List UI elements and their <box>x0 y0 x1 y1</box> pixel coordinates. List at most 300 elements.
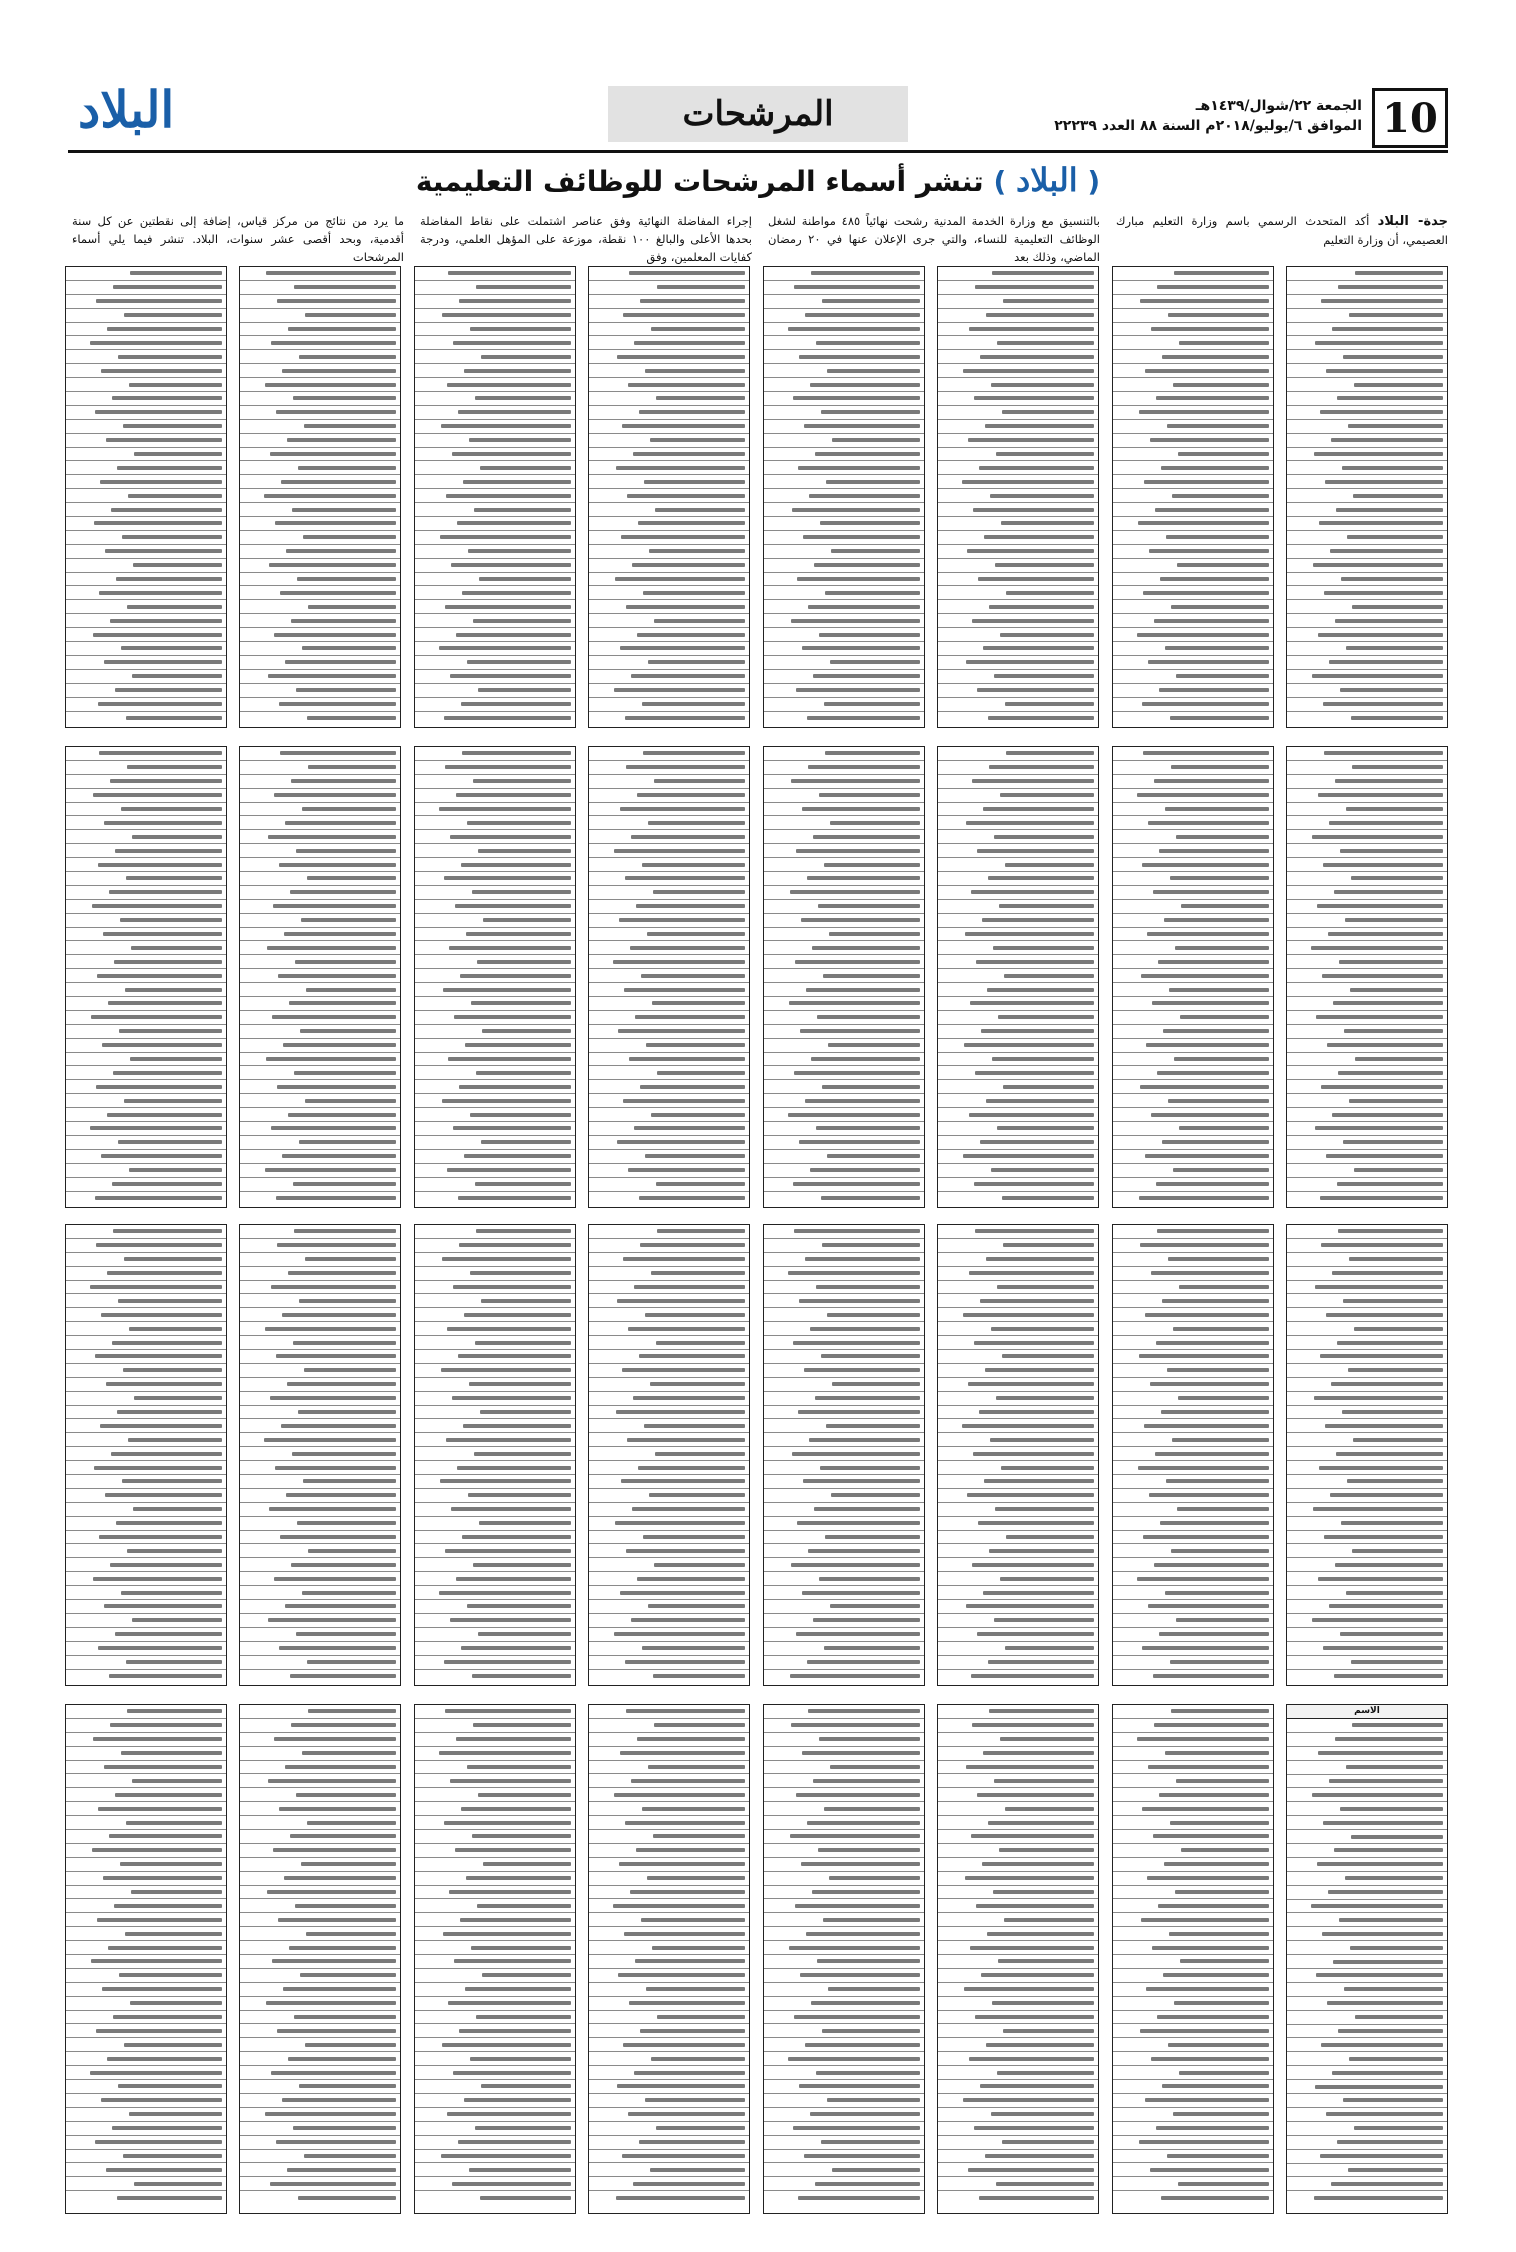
candidate-name-row <box>764 1489 924 1503</box>
name-text-placeholder <box>462 591 571 595</box>
candidate-name-row <box>66 775 226 789</box>
name-text-placeholder <box>303 1479 396 1483</box>
candidate-name-row <box>589 2177 749 2191</box>
name-text-placeholder <box>975 1071 1094 1075</box>
candidate-name-row <box>240 747 400 761</box>
candidate-name-row <box>66 1336 226 1350</box>
candidate-name-row <box>1113 1025 1273 1039</box>
name-list-block <box>588 266 750 728</box>
candidate-name-row <box>1287 461 1447 475</box>
name-text-placeholder <box>642 702 745 706</box>
candidate-name-row <box>415 1503 575 1517</box>
candidate-name-row <box>1287 600 1447 614</box>
candidate-name-row <box>1113 559 1273 573</box>
candidate-name-row <box>240 1614 400 1628</box>
name-text-placeholder <box>296 688 396 692</box>
candidate-name-row <box>66 1267 226 1281</box>
candidate-name-row <box>240 1705 400 1719</box>
name-text-placeholder <box>127 1709 222 1713</box>
name-text-placeholder <box>116 1521 222 1525</box>
name-text-placeholder <box>645 369 745 373</box>
candidate-name-row <box>938 1705 1098 1719</box>
candidate-name-row <box>764 914 924 928</box>
candidate-name-row <box>66 955 226 969</box>
name-text-placeholder <box>101 1313 222 1317</box>
name-text-placeholder <box>131 1890 222 1894</box>
name-text-placeholder <box>275 1466 396 1470</box>
candidate-name-row <box>415 1600 575 1614</box>
name-text-placeholder <box>282 369 396 373</box>
name-text-placeholder <box>303 535 396 539</box>
candidate-name-row <box>415 1136 575 1150</box>
name-text-placeholder <box>109 1834 222 1838</box>
candidate-name-row <box>1287 2066 1447 2080</box>
name-text-placeholder <box>1325 1424 1443 1428</box>
candidate-name-row <box>415 1586 575 1600</box>
candidate-name-row <box>764 2122 924 2136</box>
candidate-name-row <box>1287 559 1447 573</box>
candidate-name-row <box>415 983 575 997</box>
name-text-placeholder <box>639 2140 745 2144</box>
name-text-placeholder <box>989 1549 1094 1553</box>
name-text-placeholder <box>788 2057 920 2061</box>
name-text-placeholder <box>973 1452 1094 1456</box>
name-text-placeholder <box>1142 702 1269 706</box>
name-text-placeholder <box>655 508 745 512</box>
candidate-name-row <box>589 1733 749 1747</box>
name-text-placeholder <box>620 1751 745 1755</box>
headline-brand: البلاد <box>1015 161 1078 199</box>
name-text-placeholder <box>1329 821 1443 825</box>
name-text-placeholder <box>274 1577 396 1581</box>
name-text-placeholder <box>992 2001 1094 2005</box>
candidate-name-row <box>1287 656 1447 670</box>
candidate-name-row <box>240 1517 400 1531</box>
candidate-name-row <box>1113 1322 1273 1336</box>
name-text-placeholder <box>996 1396 1094 1400</box>
name-text-placeholder <box>1162 355 1269 359</box>
name-text-placeholder <box>299 2084 396 2088</box>
name-text-placeholder <box>1004 974 1094 978</box>
candidate-name-row <box>415 1080 575 1094</box>
name-text-placeholder <box>475 1341 571 1345</box>
name-text-placeholder <box>1147 1876 1269 1880</box>
candidate-name-row <box>415 1192 575 1206</box>
candidate-name-row <box>1113 420 1273 434</box>
name-list-block <box>937 266 1099 728</box>
name-text-placeholder <box>289 1946 396 1950</box>
candidate-name-row <box>589 789 749 803</box>
name-text-placeholder <box>469 2168 571 2172</box>
candidate-name-row <box>764 1927 924 1941</box>
candidate-name-row <box>415 2136 575 2150</box>
name-text-placeholder <box>999 904 1094 908</box>
name-text-placeholder <box>94 1466 222 1470</box>
name-text-placeholder <box>1139 2140 1269 2144</box>
name-text-placeholder <box>99 1535 222 1539</box>
candidate-name-row <box>938 517 1098 531</box>
candidate-name-row <box>589 2108 749 2122</box>
name-text-placeholder <box>286 549 396 553</box>
name-text-placeholder <box>96 2029 222 2033</box>
candidate-name-row <box>1113 969 1273 983</box>
name-text-placeholder <box>467 1604 571 1608</box>
name-text-placeholder <box>264 1438 396 1442</box>
name-text-placeholder <box>1150 1382 1269 1386</box>
candidate-name-row <box>938 1788 1098 1802</box>
candidate-name-row <box>240 545 400 559</box>
name-text-placeholder <box>1165 1751 1269 1755</box>
name-text-placeholder <box>1145 1313 1269 1317</box>
name-text-placeholder <box>1157 2015 1269 2019</box>
candidate-name-row <box>1287 969 1447 983</box>
candidate-name-row <box>938 941 1098 955</box>
candidate-name-row <box>589 1192 749 1206</box>
name-text-placeholder <box>1313 1507 1443 1511</box>
name-text-placeholder <box>1148 1765 1269 1769</box>
name-text-placeholder <box>271 2071 396 2075</box>
name-text-placeholder <box>116 577 222 581</box>
candidate-name-row <box>1287 2052 1447 2066</box>
candidate-name-row <box>764 461 924 475</box>
candidate-name-row <box>764 1899 924 1913</box>
candidate-name-row <box>938 350 1098 364</box>
candidate-name-row <box>764 1858 924 1872</box>
candidate-name-row <box>1287 1447 1447 1461</box>
candidate-name-row <box>1287 2108 1447 2122</box>
name-text-placeholder <box>632 563 745 567</box>
name-text-placeholder <box>645 1154 745 1158</box>
name-text-placeholder <box>1343 355 1443 359</box>
name-text-placeholder <box>453 341 571 345</box>
name-text-placeholder <box>304 424 396 428</box>
candidate-name-row <box>1113 1558 1273 1572</box>
name-text-placeholder <box>441 1368 571 1372</box>
candidate-name-row <box>1113 914 1273 928</box>
name-text-placeholder <box>1178 2182 1269 2186</box>
candidate-name-row <box>764 1025 924 1039</box>
name-text-placeholder <box>1002 1354 1094 1358</box>
name-text-placeholder <box>463 480 571 484</box>
candidate-name-row <box>938 1039 1098 1053</box>
candidate-name-row <box>1287 1150 1447 1164</box>
candidate-name-row <box>66 2163 226 2177</box>
name-text-placeholder <box>280 1535 396 1539</box>
name-text-placeholder <box>285 821 396 825</box>
candidate-name-row <box>1287 670 1447 684</box>
candidate-name-row <box>1287 1927 1447 1941</box>
name-text-placeholder <box>1342 466 1443 470</box>
candidate-name-row <box>938 1150 1098 1164</box>
name-text-placeholder <box>481 1140 571 1144</box>
name-text-placeholder <box>95 410 222 414</box>
name-text-placeholder <box>481 355 571 359</box>
name-text-placeholder <box>442 2043 571 2047</box>
name-text-placeholder <box>1169 1932 1269 1936</box>
name-text-placeholder <box>622 2154 745 2158</box>
candidate-name-row <box>938 886 1098 900</box>
name-text-placeholder <box>976 1904 1094 1908</box>
candidate-name-row <box>1113 267 1273 281</box>
candidate-name-row <box>764 816 924 830</box>
candidate-name-row <box>66 1178 226 1192</box>
candidate-name-row <box>1287 1802 1447 1816</box>
candidate-name-row <box>240 1475 400 1489</box>
candidate-name-row <box>764 1656 924 1670</box>
candidate-name-row <box>1113 2094 1273 2108</box>
name-text-placeholder <box>1000 793 1094 797</box>
candidate-name-row <box>589 1913 749 1927</box>
candidate-name-row <box>1287 761 1447 775</box>
candidate-name-row <box>589 2191 749 2205</box>
candidate-name-row <box>415 1489 575 1503</box>
candidate-name-row <box>240 1899 400 1913</box>
name-text-placeholder <box>442 1099 571 1103</box>
name-text-placeholder <box>107 1113 222 1117</box>
name-text-placeholder <box>796 688 920 692</box>
candidate-name-row <box>240 1886 400 1900</box>
candidate-name-row <box>415 816 575 830</box>
candidate-name-row <box>240 1192 400 1206</box>
name-text-placeholder <box>444 1821 571 1825</box>
name-text-placeholder <box>640 1085 745 1089</box>
candidate-name-row <box>66 1239 226 1253</box>
name-list-block <box>239 1704 401 2214</box>
name-text-placeholder <box>815 1396 920 1400</box>
candidate-name-row <box>764 1433 924 1447</box>
name-text-placeholder <box>1315 2085 1443 2089</box>
candidate-name-row <box>589 1872 749 1886</box>
candidate-name-row <box>1113 1983 1273 1997</box>
name-text-placeholder <box>822 1085 920 1089</box>
name-text-placeholder <box>1003 299 1094 303</box>
candidate-name-row <box>1287 1475 1447 1489</box>
candidate-name-row <box>240 1433 400 1447</box>
candidate-name-row <box>589 698 749 712</box>
name-text-placeholder <box>1142 863 1269 867</box>
candidate-name-row <box>589 1670 749 1684</box>
candidate-name-row <box>1113 295 1273 309</box>
candidate-name-row <box>415 1747 575 1761</box>
name-text-placeholder <box>631 1779 745 1783</box>
name-text-placeholder <box>96 1085 222 1089</box>
name-text-placeholder <box>980 1299 1094 1303</box>
name-text-placeholder <box>1146 1987 1269 1991</box>
name-text-placeholder <box>1138 521 1269 525</box>
candidate-name-row <box>1113 517 1273 531</box>
candidate-name-row <box>764 614 924 628</box>
candidate-name-row <box>764 1294 924 1308</box>
name-text-placeholder <box>468 549 571 553</box>
name-text-placeholder <box>92 1848 222 1852</box>
candidate-name-row <box>764 830 924 844</box>
candidate-name-row <box>764 872 924 886</box>
candidate-name-row <box>240 1572 400 1586</box>
candidate-name-row <box>764 2011 924 2025</box>
name-text-placeholder <box>442 1257 571 1261</box>
name-text-placeholder <box>469 438 571 442</box>
candidate-name-row <box>764 406 924 420</box>
candidate-name-row <box>1113 2163 1273 2177</box>
name-text-placeholder <box>614 849 745 853</box>
name-text-placeholder <box>472 1834 571 1838</box>
name-text-placeholder <box>636 904 745 908</box>
name-text-placeholder <box>627 494 745 498</box>
candidate-name-row <box>66 670 226 684</box>
name-list-block <box>239 746 401 1208</box>
list-column-header: الاسم <box>1287 1705 1447 1719</box>
name-text-placeholder <box>1343 1299 1443 1303</box>
candidate-name-row <box>589 1308 749 1322</box>
candidate-name-row <box>1113 434 1273 448</box>
name-text-placeholder <box>1345 918 1443 922</box>
candidate-name-row <box>66 1788 226 1802</box>
candidate-name-row <box>66 378 226 392</box>
name-text-placeholder <box>1000 633 1094 637</box>
candidate-name-row <box>1287 803 1447 817</box>
name-text-placeholder <box>1340 1807 1443 1811</box>
candidate-name-row <box>589 295 749 309</box>
name-text-placeholder <box>457 521 571 525</box>
name-text-placeholder <box>307 876 396 880</box>
candidate-name-row <box>938 969 1098 983</box>
name-text-placeholder <box>1140 1085 1269 1089</box>
candidate-name-row <box>764 350 924 364</box>
name-text-placeholder <box>476 1229 571 1233</box>
candidate-name-row <box>938 2094 1098 2108</box>
candidate-name-row <box>938 1378 1098 1392</box>
name-text-placeholder <box>1325 480 1443 484</box>
candidate-name-row <box>764 1447 924 1461</box>
name-text-placeholder <box>1173 1168 1269 1172</box>
candidate-name-row <box>415 1461 575 1475</box>
candidate-name-row <box>1113 830 1273 844</box>
name-text-placeholder <box>654 1723 745 1727</box>
name-text-placeholder <box>626 1549 745 1553</box>
name-text-placeholder <box>639 1196 745 1200</box>
candidate-name-row <box>764 1225 924 1239</box>
candidate-name-row <box>66 1308 226 1322</box>
name-text-placeholder <box>477 960 571 964</box>
name-text-placeholder <box>1152 1946 1269 1950</box>
name-text-placeholder <box>654 619 745 623</box>
name-text-placeholder <box>801 1862 920 1866</box>
candidate-name-row <box>589 392 749 406</box>
name-text-placeholder <box>1342 1410 1443 1414</box>
candidate-name-row <box>1113 997 1273 1011</box>
candidate-name-row <box>1287 1656 1447 1670</box>
name-text-placeholder <box>451 1507 571 1511</box>
candidate-name-row <box>66 914 226 928</box>
name-list-block <box>763 1704 925 2214</box>
name-text-placeholder <box>446 1438 571 1442</box>
name-text-placeholder <box>90 341 222 345</box>
candidate-name-row <box>66 628 226 642</box>
name-text-placeholder <box>1160 577 1269 581</box>
candidate-name-row <box>415 1094 575 1108</box>
name-text-placeholder <box>1001 521 1094 525</box>
name-text-placeholder <box>1177 563 1269 567</box>
name-text-placeholder <box>650 2168 745 2172</box>
name-text-placeholder <box>92 904 222 908</box>
candidate-name-row <box>1287 1886 1447 1900</box>
candidate-name-row <box>415 1150 575 1164</box>
candidate-name-row <box>764 1774 924 1788</box>
name-text-placeholder <box>641 1918 745 1922</box>
name-text-placeholder <box>108 1001 222 1005</box>
candidate-name-row <box>415 698 575 712</box>
candidate-name-row <box>589 1816 749 1830</box>
candidate-name-row <box>589 628 749 642</box>
name-list-block <box>1286 266 1448 728</box>
candidate-name-row <box>1113 1392 1273 1406</box>
candidate-name-row <box>66 1872 226 1886</box>
name-text-placeholder <box>1170 876 1269 880</box>
name-text-placeholder <box>467 1765 571 1769</box>
name-text-placeholder <box>986 1099 1094 1103</box>
name-text-placeholder <box>104 1765 222 1769</box>
name-text-placeholder <box>306 988 396 992</box>
candidate-name-row <box>589 900 749 914</box>
name-text-placeholder <box>805 1099 920 1103</box>
name-text-placeholder <box>618 1029 745 1033</box>
candidate-name-row <box>240 2150 400 2164</box>
name-text-placeholder <box>1340 1632 1443 1636</box>
name-text-placeholder <box>459 1085 571 1089</box>
name-text-placeholder <box>987 1932 1094 1936</box>
candidate-name-row <box>589 816 749 830</box>
name-text-placeholder <box>657 2015 745 2019</box>
candidate-name-row <box>764 803 924 817</box>
candidate-name-row <box>938 559 1098 573</box>
candidate-name-row <box>1113 475 1273 489</box>
candidate-name-row <box>764 1941 924 1955</box>
candidate-name-row <box>415 1053 575 1067</box>
candidate-name-row <box>1113 1802 1273 1816</box>
name-text-placeholder <box>1352 1723 1443 1727</box>
name-text-placeholder <box>1172 494 1269 498</box>
candidate-name-row <box>240 928 400 942</box>
candidate-name-row <box>415 941 575 955</box>
candidate-name-row <box>240 1336 400 1350</box>
candidate-name-row <box>1113 1788 1273 1802</box>
name-text-placeholder <box>474 508 571 512</box>
name-text-placeholder <box>1319 521 1443 525</box>
candidate-name-row <box>240 489 400 503</box>
candidate-name-row <box>589 1858 749 1872</box>
name-text-placeholder <box>1170 716 1269 720</box>
name-text-placeholder <box>112 1182 222 1186</box>
candidate-name-row <box>589 1164 749 1178</box>
name-text-placeholder <box>831 1493 920 1497</box>
name-text-placeholder <box>478 1793 571 1797</box>
candidate-name-row <box>589 656 749 670</box>
candidate-name-row <box>240 586 400 600</box>
candidate-name-row <box>415 475 575 489</box>
candidate-name-row <box>589 336 749 350</box>
name-text-placeholder <box>1143 1535 1269 1539</box>
name-text-placeholder <box>987 988 1094 992</box>
candidate-name-row <box>589 670 749 684</box>
candidate-name-row <box>938 712 1098 726</box>
candidate-name-row <box>66 712 226 726</box>
candidate-name-row <box>589 1927 749 1941</box>
candidate-name-row <box>1287 1719 1447 1733</box>
name-text-placeholder <box>620 807 745 811</box>
candidate-name-row <box>589 684 749 698</box>
candidate-name-row <box>938 1614 1098 1628</box>
candidate-name-row <box>1113 1913 1273 1927</box>
